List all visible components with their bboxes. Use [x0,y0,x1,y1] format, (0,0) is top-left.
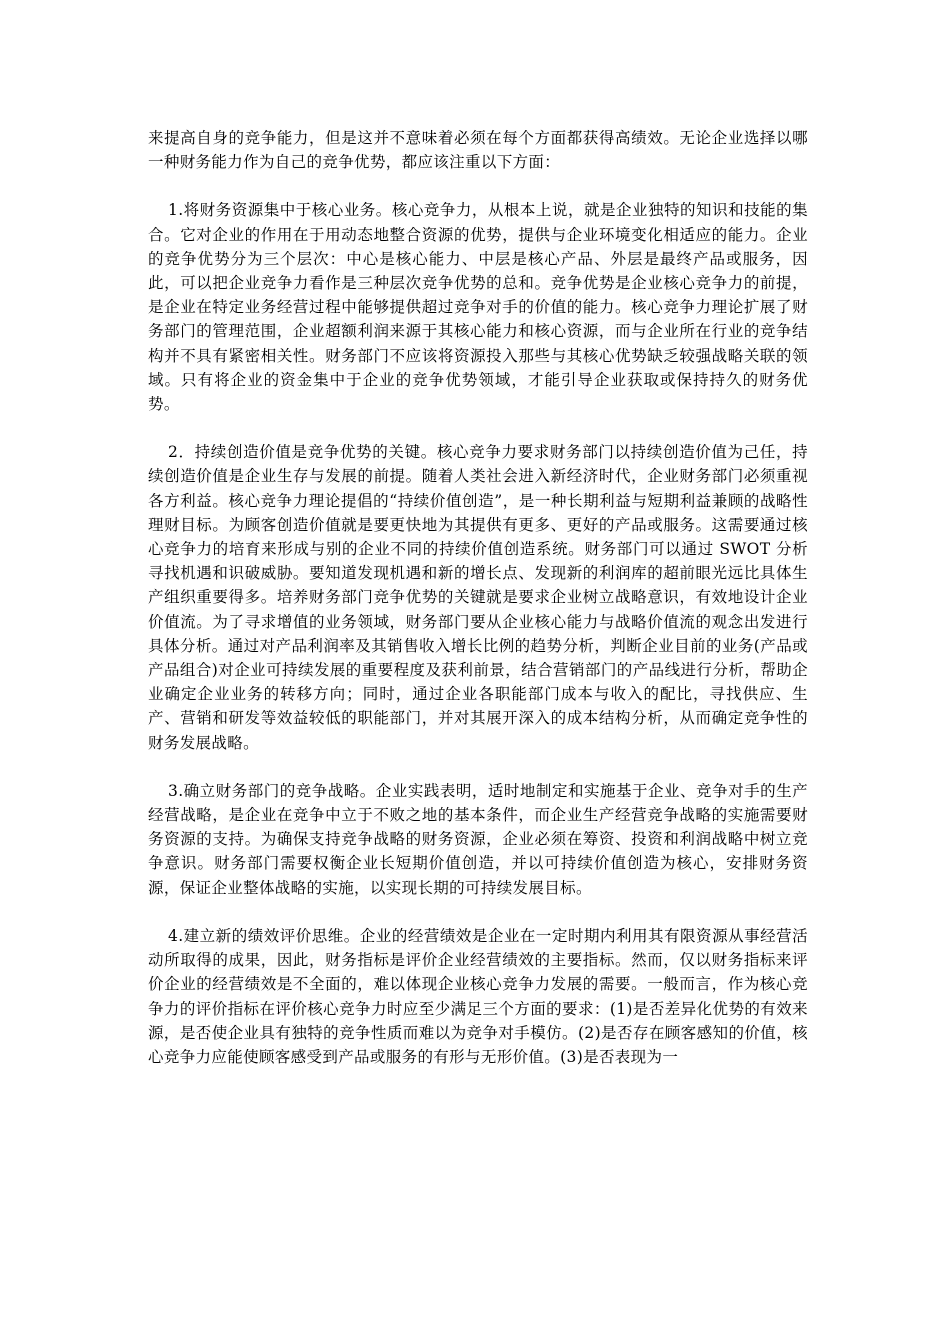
point-3-paragraph: 3.确立财务部门的竞争战略。企业实践表明，适时地制定和实施基于企业、竞争对手的生产经营战略，是企业在竞争中立于不败之地的基本条件，而企业生产经营竞争战略的实施需要财务资源的支持。为确保支持竞争战略的财务资源，企业必须在筹资、投资和利润战略中树立竞争意识。财务部门需要权衡企业长短期价值创造，并以可持续价值创造为核心，安排财务资源，保证企业整体战略的实施，以实现长期的可持续发展目标。 [148,781,808,897]
point-2-paragraph: 2．持续创造价值是竞争优势的关键。核心竞争力要求财务部门以持续创造价值为己任，持续创造价值是企业生存与发展的前提。随着人类社会进入新经济时代，企业财务部门必须重视各方利益。核心竞争力理论提倡的“持续价值创造”，是一种长期利益与短期利益兼顾的战略性理财目标。为顾客创造价值就是要更快地为其提供有更多、更好的产品或服务。这需要通过核心竞争力的培育来形成与别的企业不同的持续价值创造系统。财务部门可以通过 SWOT 分析寻找机遇和识破威胁。要知道发现机遇和新的增长点、发现新的利润库的超前眼光远比具体生产组织重要得多。培养财务部门竞争优势的关键就是要求企业树立战略意识，有效地设计企业价值流。为了寻求增值的业务领域，财务部门要从企业核心能力与战略价值流的观念出发进行具体分析。通过对产品利润率及其销售收入增长比例的趋势分析，判断企业目前的业务(产品或产品组合)对企业可持续发展的重要程度及获利前景，结合营销部门的产品线进行分析，帮助企业确定企业业务的转移方向；同时，通过企业各职能部门成本与收入的配比，寻找供应、生产、营销和研发等效益较低的职能部门，并对其展开深入的成本结构分析，从而确定竞争性的财务发展战略。 [148,443,808,752]
point-1-paragraph: 1.将财务资源集中于核心业务。核心竞争力，从根本上说，就是企业独特的知识和技能的集合。它对企业的作用在于用动态地整合资源的优势，提供与企业环境变化相适应的能力。企业的竞争优势分为三个层次：中心是核心能力、中层是核心产品、外层是最终产品或服务，因此，可以把企业竞争力看作是三种层次竞争优势的总和。竞争优势是企业核心竞争力的前提，是企业在特定业务经营过程中能够提供超过竞争对手的价值的能力。核心竞争力理论扩展了财务部门的管理范围，企业超额利润来源于其核心能力和核心资源，而与企业所在行业的竞争结构并不具有紧密相关性。财务部门不应该将资源投入那些与其核心优势缺乏较强战略关联的领域。只有将企业的资金集中于企业的竞争优势领域，才能引导企业获取或保持持久的财务优势。 [148,201,808,414]
point-4-paragraph: 4.建立新的绩效评价思维。企业的经营绩效是企业在一定时期内利用其有限资源从事经营活动所取得的成果，因此，财务指标是评价企业经营绩效的主要指标。然而，仅以财务指标来评价企业的经营绩效是不全面的，难以体现企业核心竞争力发展的需要。一般而言，作为核心竞争力的评价指标在评价核心竞争力时应至少满足三个方面的要求：(1)是否差异化优势的有效来源，是否使企业具有独特的竞争性质而难以为竞争对手模仿。(2)是否存在顾客感知的价值，核心竞争力应能使顾客感受到产品或服务的有形与无形价值。(3)是否表现为一 [148,926,808,1066]
intro-paragraph: 来提高自身的竞争能力，但是这并不意味着必须在每个方面都获得高绩效。无论企业选择以哪一种财务能力作为自己的竞争优势，都应该注重以下方面： [148,129,808,172]
document-page [148,126,808,1069]
